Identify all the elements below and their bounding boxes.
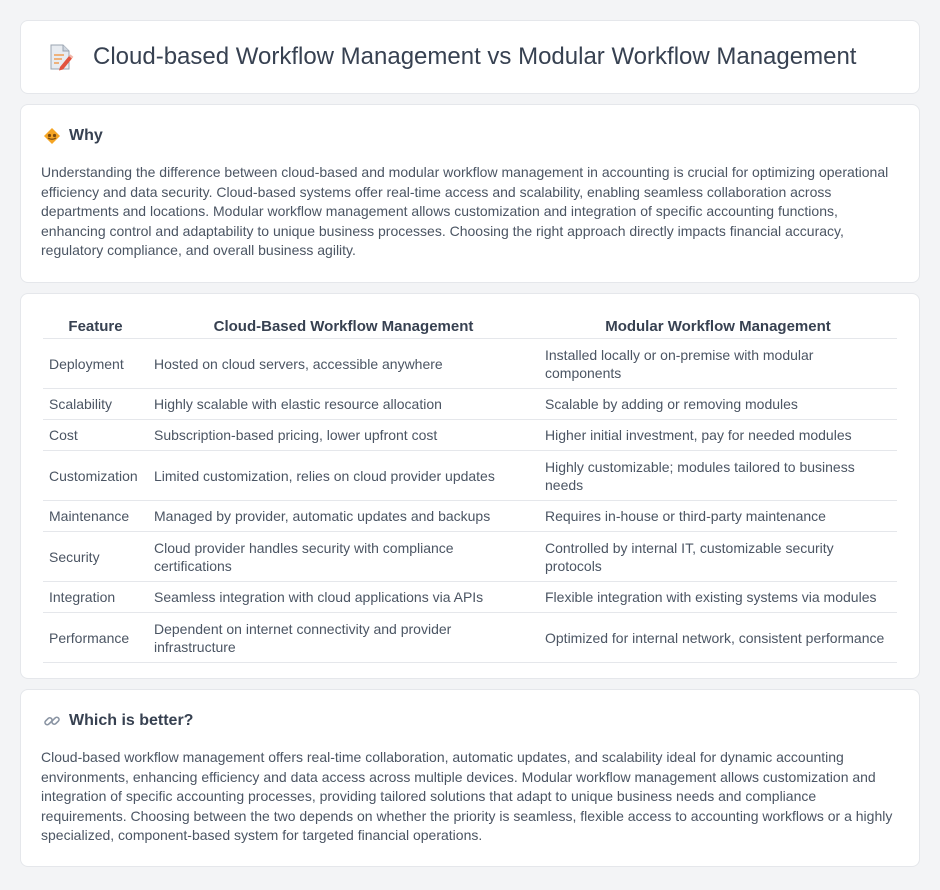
feature-cell: Cost [43, 420, 148, 451]
cloud-cell: Cloud provider handles security with compliance certifications [148, 532, 539, 582]
better-heading [41, 712, 899, 730]
modular-cell: Scalable by adding or removing modules [539, 389, 897, 420]
modular-cell: Requires in-house or third-party maintenance [539, 501, 897, 532]
modular-cell: Optimized for internal network, consistent performance [539, 613, 897, 663]
link-icon [43, 712, 61, 730]
table-row [43, 451, 897, 501]
modular-cell: Controlled by internal IT, customizable security protocols [539, 532, 897, 582]
cloud-cell: Dependent on internet connectivity and provider infrastructure [148, 613, 539, 663]
table-row [43, 532, 897, 582]
feature-cell: Performance [43, 613, 148, 663]
cloud-cell: Seamless integration with cloud applications via APIs [148, 582, 539, 613]
cloud-cell: Subscription-based pricing, lower upfront cost [148, 420, 539, 451]
table-row [43, 613, 897, 663]
cloud-cell: Highly scalable with elastic resource allocation [148, 389, 539, 420]
modular-cell: Flexible integration with existing systems via modules [539, 582, 897, 613]
why-section [20, 104, 920, 283]
feature-cell: Integration [43, 582, 148, 613]
better-paragraph: Cloud-based workflow management offers real-time collaboration, automatic updates, and scalability ideal for dynamic accounting environments, enhancing efficiency and data access across multiple devices. Modular workflow management allows customization and integration of specific accounting processes, providing tailored solutions that adapt to unique business needs and compliance requirements. Choosing between the two depends on whether the priority is seamless, flexible access to accounting workflows or a highly specialized, component-based system for targeted financial operations. [41, 749, 893, 844]
page-title: Cloud-based Workflow Management vs Modular Workflow Management [93, 43, 857, 70]
table-header-row [43, 314, 897, 339]
feature-cell: Deployment [43, 339, 148, 389]
cloud-cell: Limited customization, relies on cloud provider updates [148, 451, 539, 501]
table-row [43, 501, 897, 532]
modular-cell: Installed locally or on-premise with modular components [539, 339, 897, 389]
table-row [43, 420, 897, 451]
feature-cell: Maintenance [43, 501, 148, 532]
feature-cell: Security [43, 532, 148, 582]
cloud-cell: Hosted on cloud servers, accessible anywhere [148, 339, 539, 389]
comparison-section [20, 293, 920, 679]
table-row [43, 389, 897, 420]
why-paragraph: Understanding the difference between cloud-based and modular workflow management in accounting is crucial for optimizing operational efficiency and data security. Cloud-based systems offer real-time access and scalability, enabling seamless collaboration across departments and locations. Modular workflow management allows customization and integration of specific accounting functions, enhancing control and adaptability to unique business processes. Choosing the right approach directly impacts financial accuracy, regulatory compliance, and overall business agility. [41, 164, 889, 259]
handshake-icon [43, 127, 61, 145]
better-title: Which is better? [69, 712, 194, 729]
why-heading [41, 127, 899, 145]
table-row [43, 339, 897, 389]
which-is-better-section [20, 689, 920, 867]
document-edit-icon [45, 42, 75, 72]
feature-cell: Customization [43, 451, 148, 501]
column-header-feature: Feature [43, 314, 148, 339]
column-header-cloud: Cloud-Based Workflow Management [148, 314, 539, 339]
why-title: Why [69, 127, 103, 144]
comparison-table [43, 314, 897, 663]
page-header [20, 20, 920, 94]
feature-cell: Scalability [43, 389, 148, 420]
modular-cell: Higher initial investment, pay for needed modules [539, 420, 897, 451]
cloud-cell: Managed by provider, automatic updates and backups [148, 501, 539, 532]
table-row [43, 582, 897, 613]
column-header-modular: Modular Workflow Management [539, 314, 897, 339]
modular-cell: Highly customizable; modules tailored to business needs [539, 451, 897, 501]
